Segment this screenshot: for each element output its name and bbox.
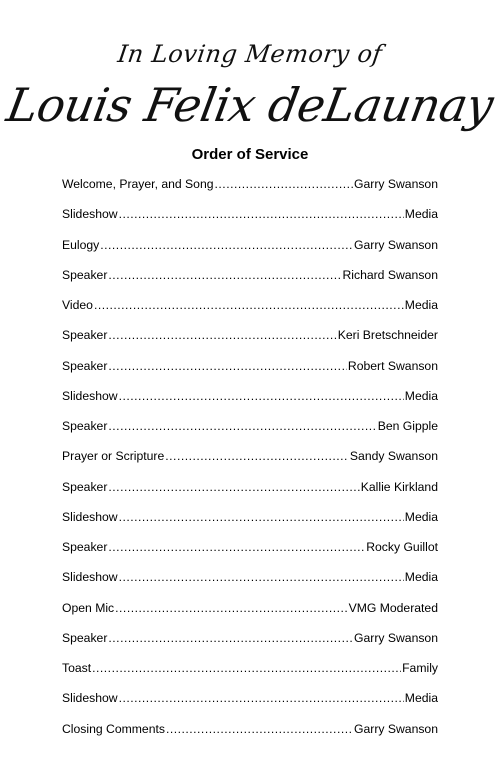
program-item: Closing Comments	[62, 721, 165, 736]
program-person: Kallie Kirkland	[360, 479, 438, 494]
program-row	[62, 268, 438, 298]
program-person: Family	[402, 661, 438, 675]
dot-leader	[108, 328, 336, 342]
program-person: Rocky Guillot	[366, 540, 438, 554]
program-row	[62, 691, 438, 721]
dot-leader	[119, 207, 404, 221]
dot-leader	[94, 298, 404, 312]
program-item: Slideshow	[62, 207, 118, 222]
program-item: Video	[62, 298, 93, 312]
dot-leader	[100, 238, 353, 252]
program-item: Speaker	[62, 630, 108, 645]
program-item: Speaker	[62, 479, 108, 494]
program-row	[62, 389, 438, 419]
program-item: Speaker	[62, 540, 108, 554]
program-row	[62, 570, 438, 600]
program-person: Sandy Swanson	[349, 449, 438, 464]
program-item: Speaker	[62, 358, 108, 373]
program-row	[62, 480, 438, 510]
program-item: Slideshow	[62, 388, 118, 403]
dot-leader	[119, 570, 404, 584]
program-person: Media	[404, 691, 438, 706]
dot-leader	[115, 601, 347, 615]
program-item: Slideshow	[62, 570, 118, 585]
dot-leader	[119, 691, 404, 705]
dot-leader	[119, 510, 404, 524]
deceased-name: Louis Felix deLaunay	[2, 78, 498, 132]
program-person: Garry Swanson	[354, 237, 438, 252]
program-person: Garry Swanson	[354, 721, 438, 736]
order-of-service-heading: Order of Service	[191, 146, 309, 163]
program-item: Speaker	[62, 267, 108, 282]
program-person: Media	[404, 570, 438, 585]
dot-leader	[215, 177, 353, 191]
program-row	[62, 661, 438, 691]
program-row	[62, 449, 438, 479]
program-row	[62, 722, 438, 752]
program-item: Toast	[62, 661, 92, 675]
program-person: Ben Gipple	[377, 419, 438, 433]
dot-leader	[108, 419, 376, 433]
program-person: Media	[404, 509, 438, 524]
program-person: Keri Bretschneider	[337, 328, 438, 343]
program-item: Slideshow	[62, 509, 118, 524]
program-row	[62, 540, 438, 570]
program-row	[62, 238, 438, 268]
program-item: Open Mic	[62, 600, 115, 615]
program-person: Media	[404, 298, 438, 312]
program-item: Welcome, Prayer, and Song	[62, 177, 214, 191]
program-item: Speaker	[62, 328, 108, 343]
memorial-subtitle: In Loving Memory of	[115, 40, 385, 68]
program-row	[62, 298, 438, 328]
program-row	[62, 177, 438, 207]
dot-leader	[108, 540, 365, 554]
dot-leader	[165, 449, 349, 463]
dot-leader	[108, 359, 346, 373]
program-row	[62, 419, 438, 449]
program-item: Eulogy	[62, 237, 100, 252]
order-of-service-list	[62, 177, 438, 752]
program-row	[62, 359, 438, 389]
program-row	[62, 601, 438, 631]
dot-leader	[108, 480, 359, 494]
program-person: VMG Moderated	[348, 600, 438, 615]
program-item: Slideshow	[62, 691, 118, 706]
program-person: Richard Swanson	[342, 267, 438, 282]
program-person: Media	[404, 388, 438, 403]
program-person: Media	[404, 207, 438, 222]
program-person: Garry Swanson	[354, 630, 438, 645]
dot-leader	[92, 661, 401, 675]
program-row	[62, 207, 438, 237]
dot-leader	[119, 389, 404, 403]
dot-leader	[166, 722, 353, 736]
dot-leader	[108, 268, 341, 282]
program-item: Speaker	[62, 419, 108, 433]
program-person: Garry Swanson	[354, 177, 438, 191]
dot-leader	[108, 631, 353, 645]
program-row	[62, 510, 438, 540]
program-item: Prayer or Scripture	[62, 449, 165, 464]
program-row	[62, 328, 438, 358]
program-row	[62, 631, 438, 661]
program-person: Robert Swanson	[347, 358, 438, 373]
